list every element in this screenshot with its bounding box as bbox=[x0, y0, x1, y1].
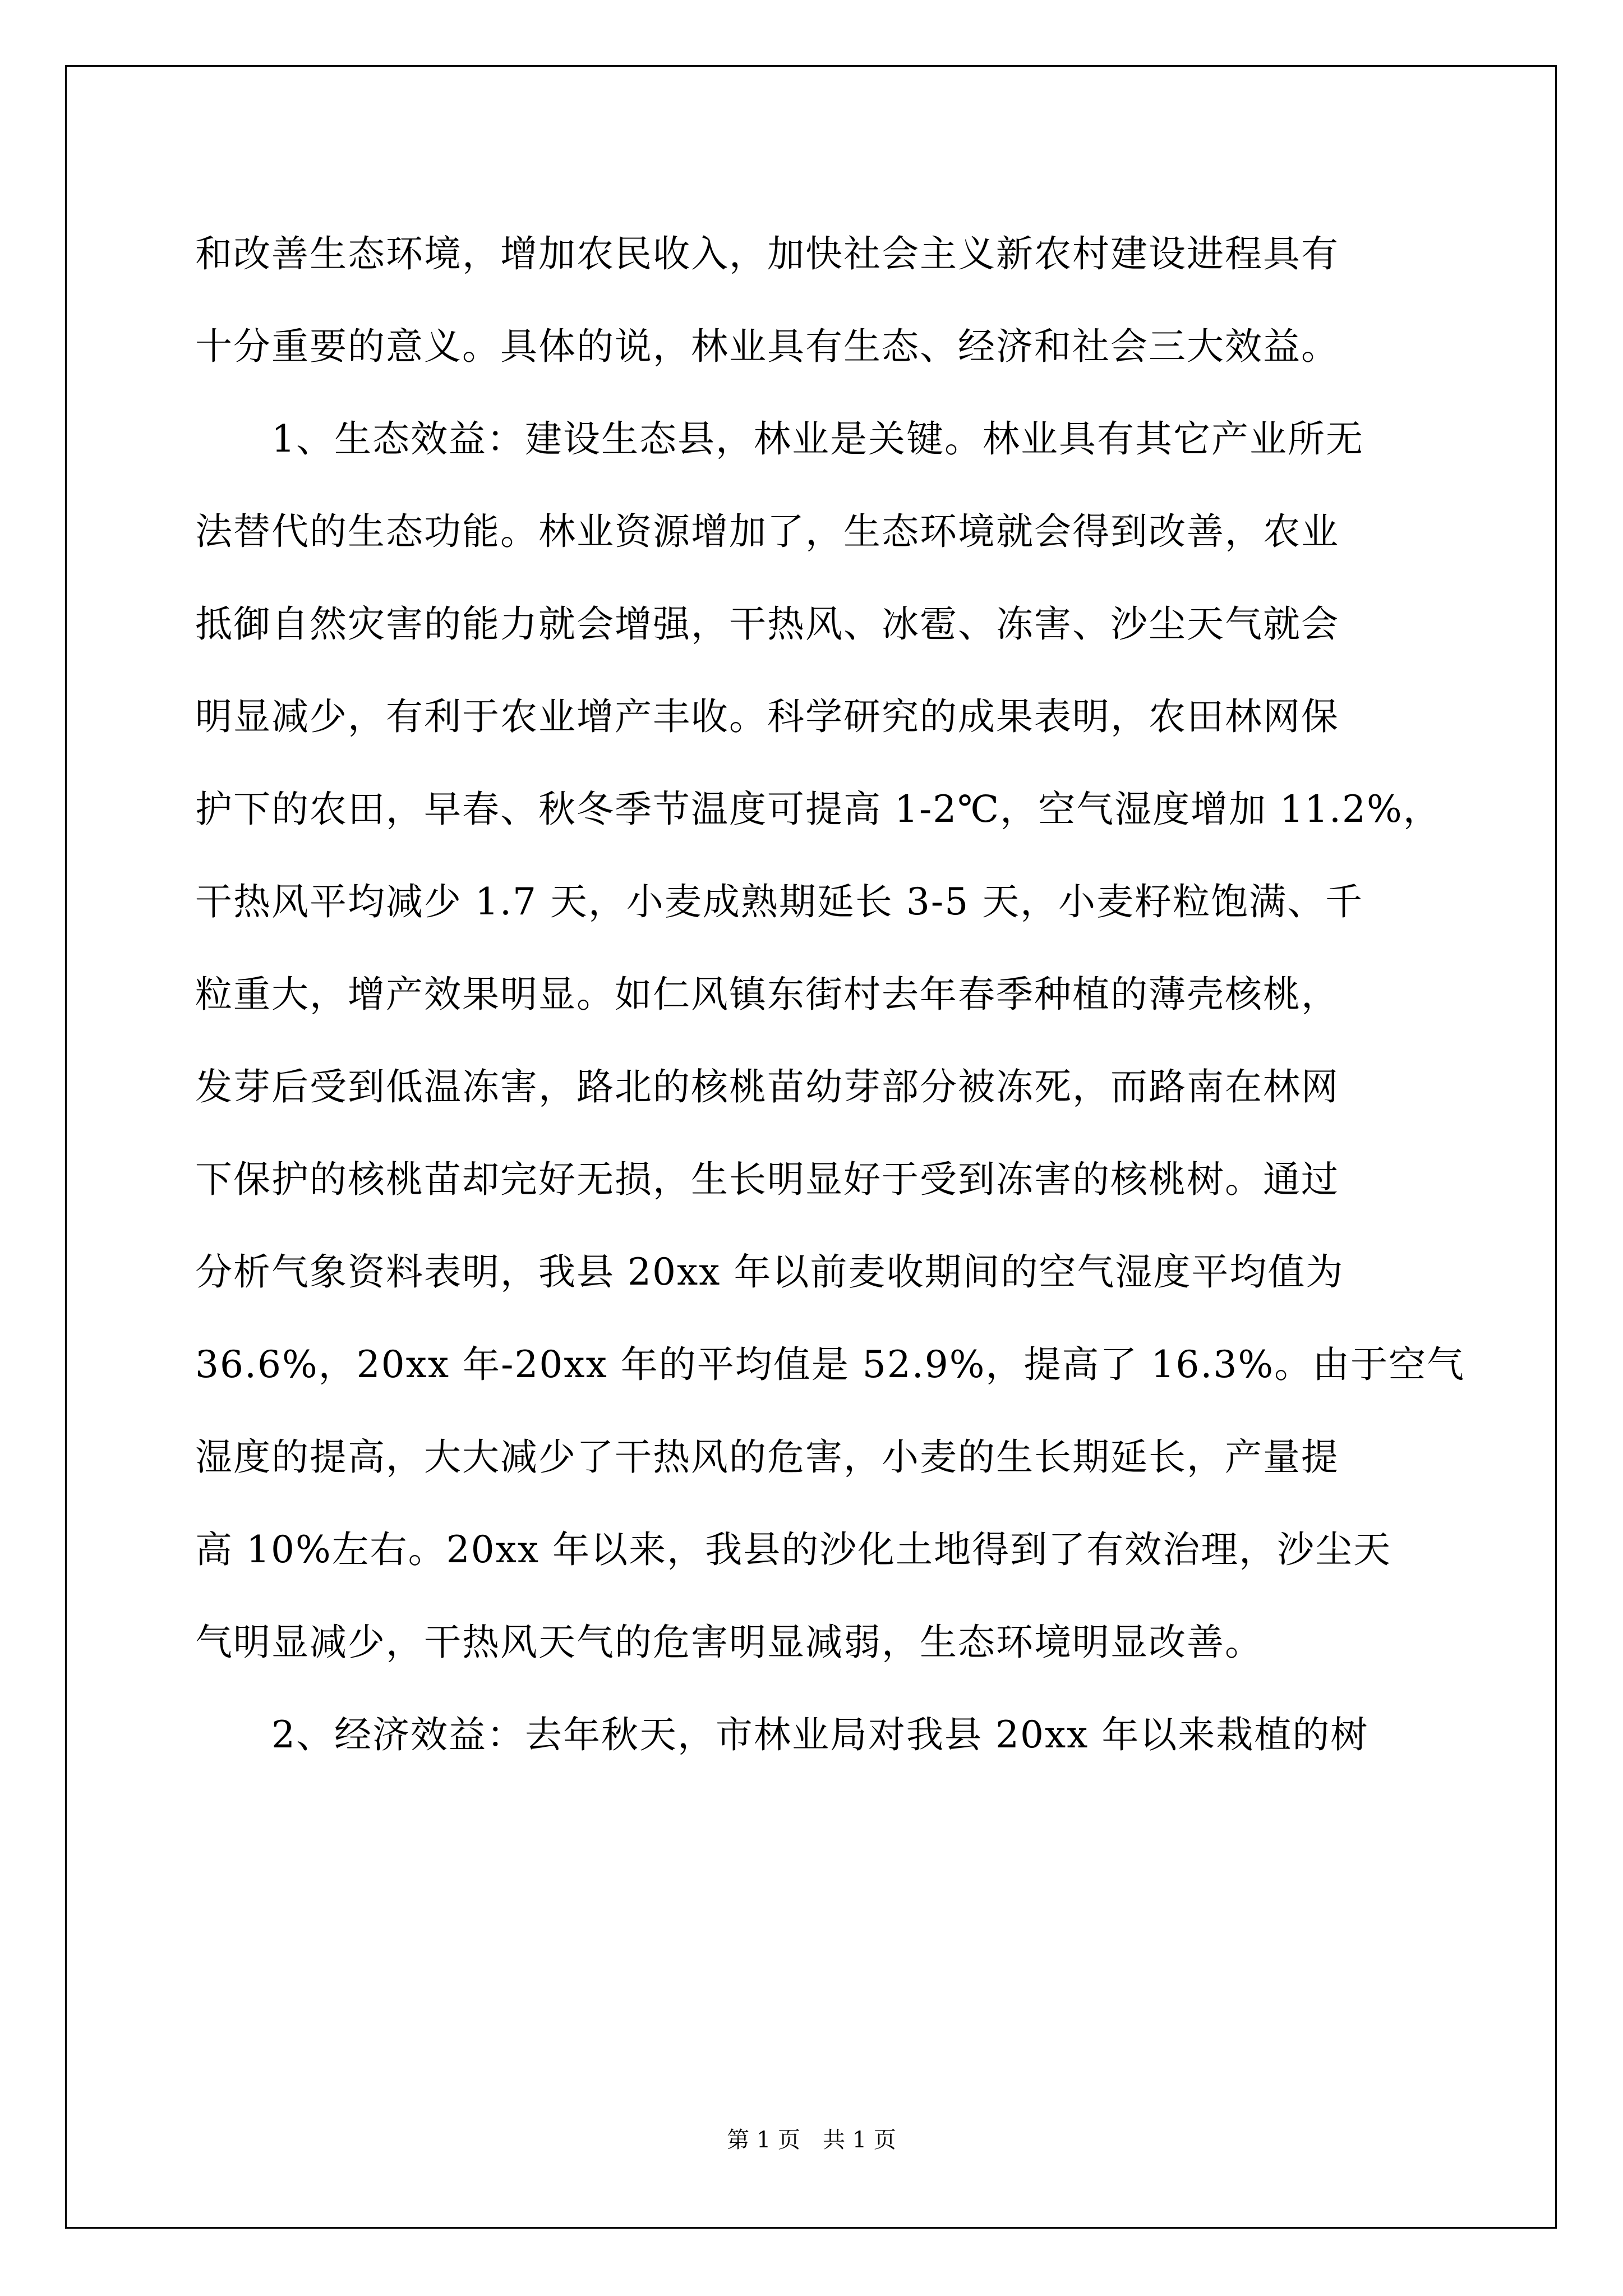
text-line: 气明显减少，干热风天气的危害明显减弱，生态环境明显改善。 bbox=[195, 1621, 1263, 1664]
text-line: 和改善生态环境，增加农民收入，加快社会主义新农村建设进程具有 bbox=[195, 232, 1339, 275]
text-line: 湿度的提高，大大减少了干热风的危害，小麦的生长期延长，产量提 bbox=[195, 1435, 1339, 1479]
paragraph-economic-benefit: 2、经济效益：去年秋天，市林业局对我县 20xx 年以来栽植的树 bbox=[271, 1713, 1369, 1756]
text-line: 高 10%左右。20xx 年以来，我县的沙化土地得到了有效治理，沙尘天 bbox=[195, 1528, 1392, 1571]
text-line: 发芽后受到低温冻害，路北的核桃苗幼芽部分被冻死，而路南在林网 bbox=[195, 1065, 1339, 1108]
text-line: 法替代的生态功能。林业资源增加了，生态环境就会得到改善，农业 bbox=[195, 510, 1339, 553]
page-number-footer: 第 1 页 共 1 页 bbox=[727, 2127, 896, 2153]
document-body bbox=[195, 208, 1463, 1781]
text-line: 下保护的核桃苗却完好无损，生长明显好于受到冻害的核桃树。通过 bbox=[195, 1158, 1339, 1201]
text-line: 粒重大，增产效果明显。如仁风镇东街村去年春季种植的薄壳核桃， bbox=[195, 973, 1339, 1016]
text-line: 分析气象资料表明，我县 20xx 年以前麦收期间的空气湿度平均值为 bbox=[195, 1250, 1344, 1294]
paragraph-ecological-benefit: 1、生态效益：建设生态县，林业是关键。林业具有其它产业所无 bbox=[271, 417, 1364, 461]
text-line: 十分重要的意义。具体的说，林业具有生态、经济和社会三大效益。 bbox=[195, 325, 1339, 368]
text-line: 36.6%，20xx 年-20xx 年的平均值是 52.9%，提高了 16.3%。由于空气 bbox=[195, 1343, 1465, 1386]
text-line: 干热风平均减少 1.7 天，小麦成熟期延长 3-5 天，小麦籽粒饱满、千 bbox=[195, 880, 1364, 923]
text-line: 明显减少，有利于农业增产丰收。科学研究的成果表明，农田林网保 bbox=[195, 695, 1339, 738]
text-line: 护下的农田，早春、秋冬季节温度可提高 1-2℃，空气湿度增加 11.2%， bbox=[195, 788, 1441, 831]
text-line: 抵御自然灾害的能力就会增强，干热风、冰雹、冻害、沙尘天气就会 bbox=[195, 602, 1339, 646]
